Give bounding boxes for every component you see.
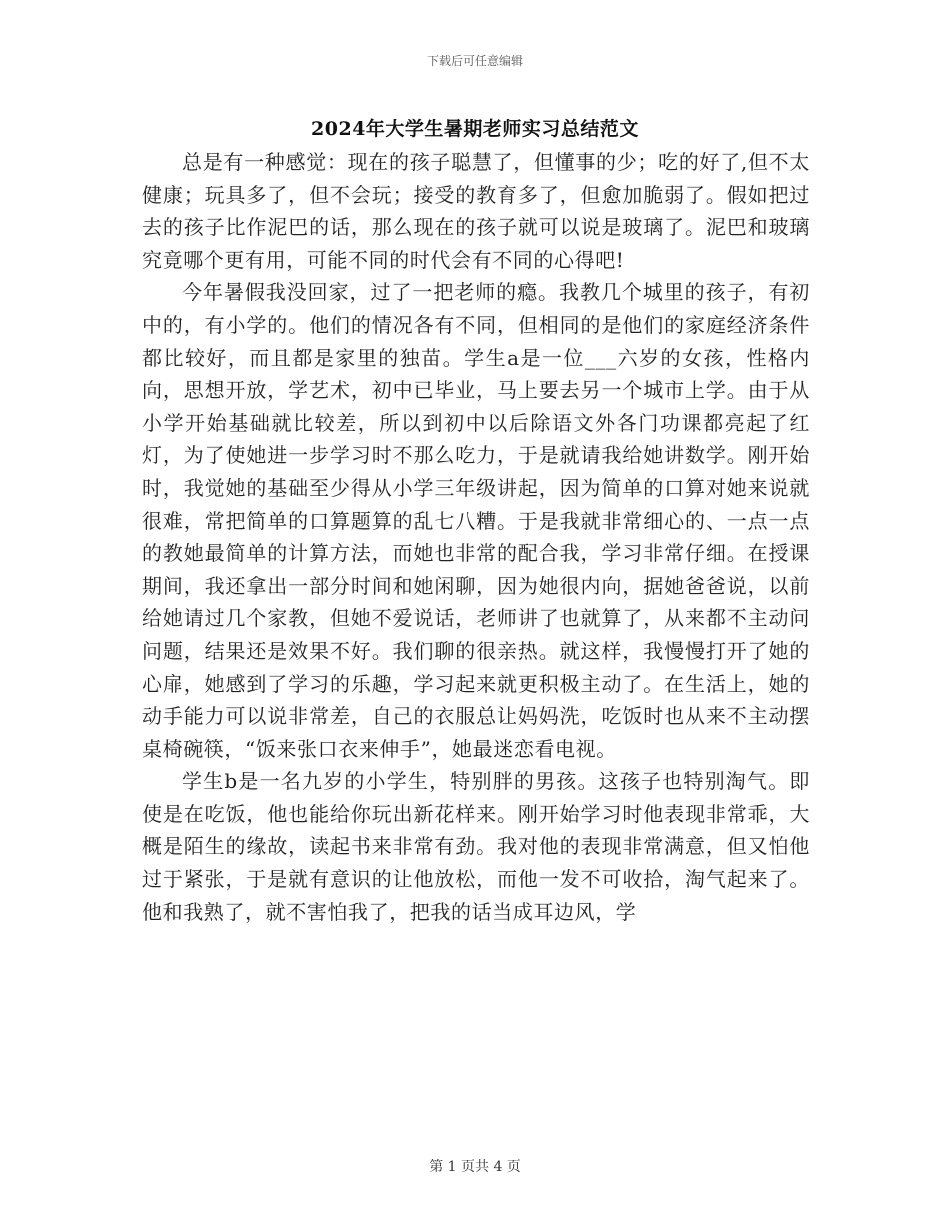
paragraph: 学生b是一名九岁的小学生，特别胖的男孩。这孩子也特别淘气。即使是在吃饭，他也能给你玩出新花样来。刚开始学习时他表现非常乖，大概是陌生的缘故，读起书来非常有劲。我对他的表现非常满意，但又怕他过于紧张，于是就有意识的让他放松，而他一发不可收拾，淘气起来了。他和我熟了，就不害怕我了，把我的话当成耳边风，学 <box>142 769 810 924</box>
page-header: 下载后可任意编辑 <box>426 54 523 68</box>
paragraph: 今年暑假我没回家，过了一把老师的瘾。我教几个城里的孩子，有初中的，有小学的。他们的情况各有不同，但相同的是他们的家庭经济条件都比较好，而且都是家里的独苗。学生a是一位___六岁的女孩，性格内向，思想开放，学艺术，初中已毕业，马上要去另一个城市上学。由于从小学开始基础就比较差，所以到初中以后除语文外各门功课都亮起了红灯，为了使她进一步学习时不那么吃力，于是就请我给她讲数学。刚开始时，我觉她的基础至少得从小学三年级讲起，因为简单的口算对她来说就很难，常把简单的口算题算的乱七八糟。于是我就非常细心的、一点一点的教她最简单的计算方法，而她也非常的配合我，学习非常仔细。在授课期间，我还拿出一部分时间和她闲聊，因为她很内向，据她爸爸说，以前给她请过几个家教，但她不爱说话，老师讲了也就算了，从来都不主动问问题，结果还是效果不好。我们聊的很亲热。就这样，我慢慢打开了她的心扉，她感到了学习的乐趣，学习起来就更积极主动了。在生活上，她的动手能力可以说非常差，自己的衣服总让妈妈洗，吃饭时也从来不主动摆桌椅碗筷，“饭来张口衣来伸手”，她最迷恋看电视。 <box>142 280 810 761</box>
document-body <box>142 146 810 928</box>
paragraph: 总是有一种感觉：现在的孩子聪慧了，但懂事的少；吃的好了,但不太健康；玩具多了，但不会玩；接受的教育多了，但愈加脆弱了。假如把过去的孩子比作泥巴的话，那么现在的孩子就可以说是玻璃了。泥巴和玻璃究竟哪个更有用，可能不同的时代会有不同的心得吧! <box>142 150 810 272</box>
page-title: 2024年大学生暑期老师实习总结范文 <box>311 118 639 140</box>
page-footer: 第 1 页共 4 页 <box>429 1159 521 1175</box>
